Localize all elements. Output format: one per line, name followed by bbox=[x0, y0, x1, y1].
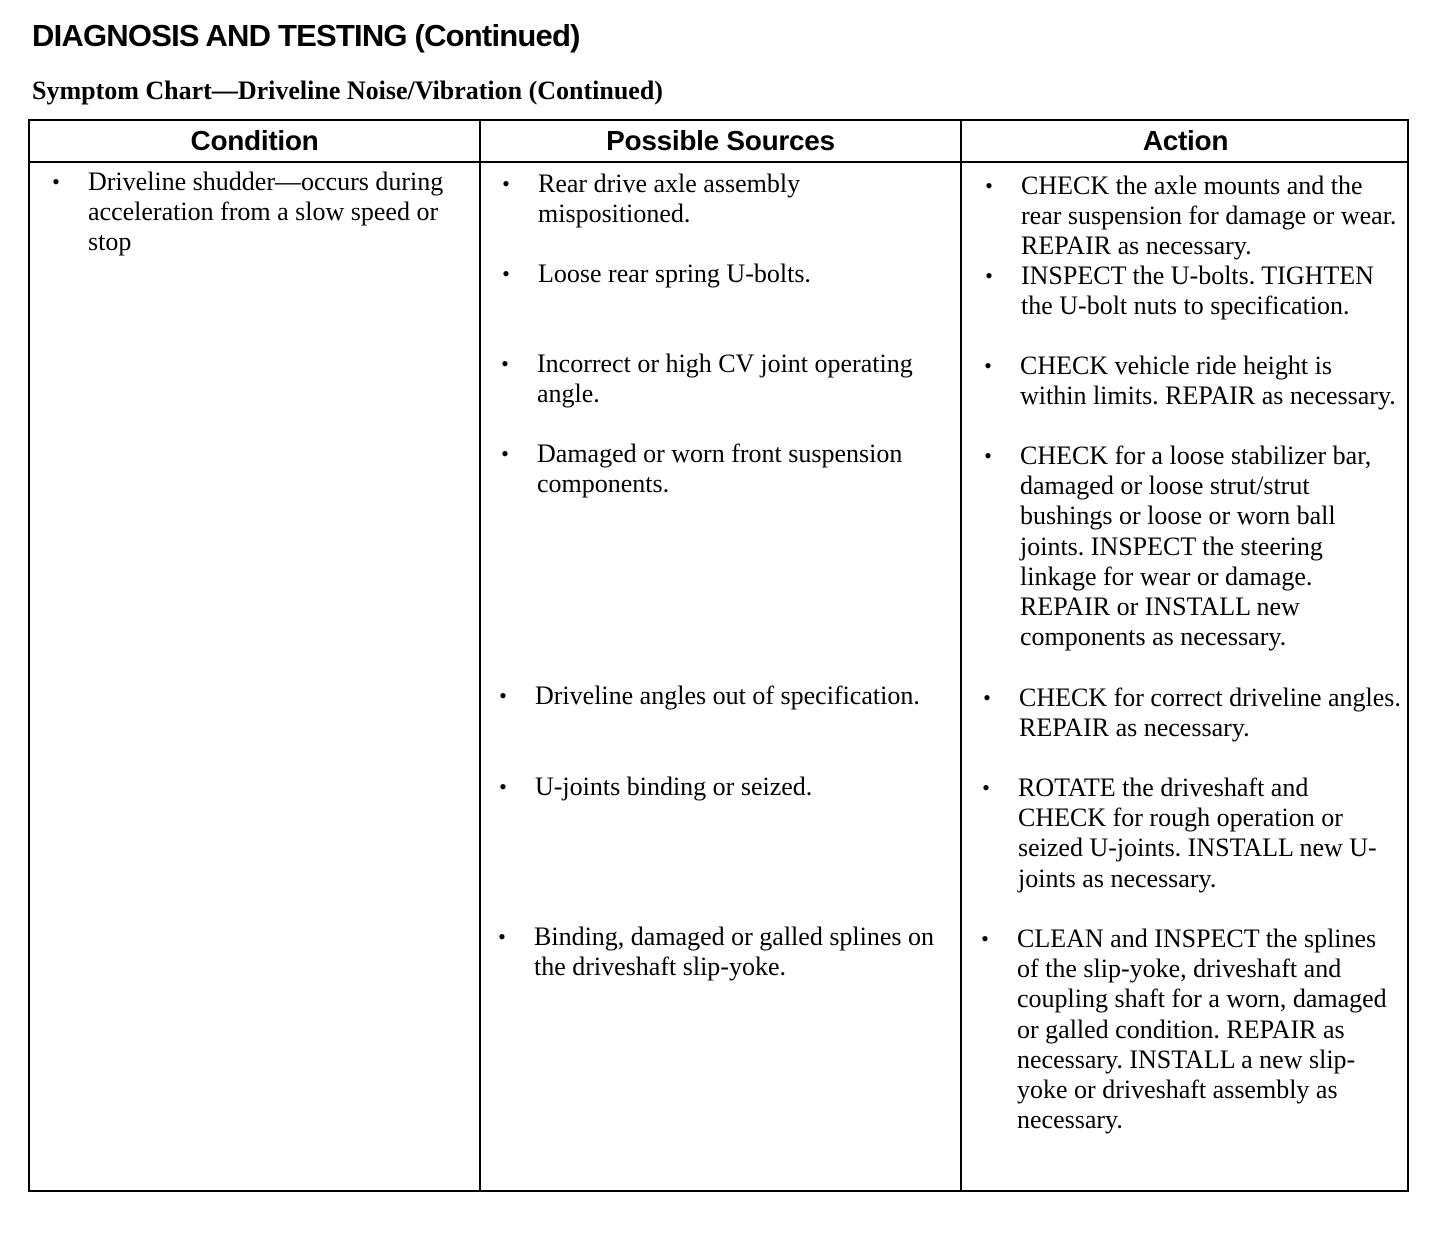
source-text: Driveline angles out of specification. bbox=[535, 681, 920, 710]
bullet-icon: • bbox=[502, 171, 510, 196]
source-item bbox=[499, 772, 955, 802]
action-text: CHECK the axle mounts and the rear suspension for damage or wear. REPAIR as necessary. bbox=[1021, 171, 1397, 261]
bullet-icon: • bbox=[985, 263, 993, 288]
source-item bbox=[501, 439, 957, 499]
action-item bbox=[982, 773, 1402, 894]
bullet-icon: • bbox=[981, 926, 989, 951]
source-text: Rear drive axle assembly mispositioned. bbox=[538, 169, 801, 229]
bullet-icon: • bbox=[502, 261, 510, 286]
source-text: Damaged or worn front suspension components. bbox=[537, 439, 903, 499]
action-text: CHECK for correct driveline angles. REPAIR as necessary. bbox=[1019, 683, 1401, 743]
source-text: Binding, damaged or galled splines on the driveshaft slip-yoke. bbox=[534, 922, 935, 982]
chart-title: Symptom Chart—Driveline Noise/Vibration (Continued) bbox=[32, 76, 663, 105]
bullet-icon: • bbox=[984, 443, 992, 468]
action-text: CHECK for a loose stabilizer bar, damaged or loose strut/strut bushings or loose or worn ball joints. INSPECT the steering linkage for wear or damage. REPAIR or INSTALL new components as necessary. bbox=[1020, 441, 1372, 652]
action-text: CLEAN and INSPECT the splines of the slip-yoke, driveshaft and coupling shaft for a worn, damaged or galled condition. REPAIR as necessary. INSTALL a new slip-yoke or driveshaft assembly as necessary. bbox=[1017, 924, 1387, 1135]
page-heading: DIAGNOSIS AND TESTING (Continued) bbox=[32, 18, 580, 53]
header-action: Action bbox=[1142, 125, 1229, 156]
header-possible-sources: Possible Sources bbox=[606, 125, 835, 156]
source-item bbox=[502, 169, 958, 229]
action-item bbox=[984, 441, 1404, 652]
action-item bbox=[985, 261, 1405, 321]
source-item bbox=[502, 259, 958, 289]
source-text: Loose rear spring U-bolts. bbox=[538, 259, 811, 288]
action-text: CHECK vehicle ride height is within limits. REPAIR as necessary. bbox=[1020, 351, 1396, 411]
action-item bbox=[984, 351, 1404, 411]
bullet-icon: • bbox=[984, 353, 992, 378]
action-item bbox=[985, 171, 1405, 262]
bullet-icon: • bbox=[982, 775, 990, 800]
bullet-icon: • bbox=[52, 169, 60, 194]
header-condition: Condition bbox=[190, 125, 319, 156]
column-divider bbox=[960, 121, 962, 1190]
action-item bbox=[983, 683, 1403, 743]
header-divider bbox=[30, 161, 1407, 163]
bullet-icon: • bbox=[501, 441, 509, 466]
bullet-icon: • bbox=[983, 685, 991, 710]
bullet-icon: • bbox=[499, 774, 507, 799]
bullet-icon: • bbox=[498, 924, 506, 949]
action-text: INSPECT the U-bolts. TIGHTEN the U-bolt nuts to specification. bbox=[1021, 261, 1374, 321]
bullet-icon: • bbox=[499, 683, 507, 708]
symptom-chart bbox=[28, 119, 1409, 1192]
action-text: ROTATE the driveshaft and CHECK for rough operation or seized U-joints. INSTALL new U-joints as necessary. bbox=[1018, 773, 1377, 893]
source-text: Incorrect or high CV joint operating angle. bbox=[537, 349, 913, 409]
condition-text: Driveline shudder—occurs during acceleration from a slow speed or stop bbox=[88, 167, 444, 257]
column-divider bbox=[479, 121, 481, 1190]
source-item bbox=[498, 922, 954, 982]
bullet-icon: • bbox=[985, 173, 993, 198]
source-item bbox=[499, 681, 955, 711]
action-item bbox=[981, 924, 1401, 1135]
source-item bbox=[501, 349, 957, 409]
source-text: U-joints binding or seized. bbox=[535, 772, 813, 801]
condition-item bbox=[52, 167, 478, 258]
bullet-icon: • bbox=[501, 351, 509, 376]
